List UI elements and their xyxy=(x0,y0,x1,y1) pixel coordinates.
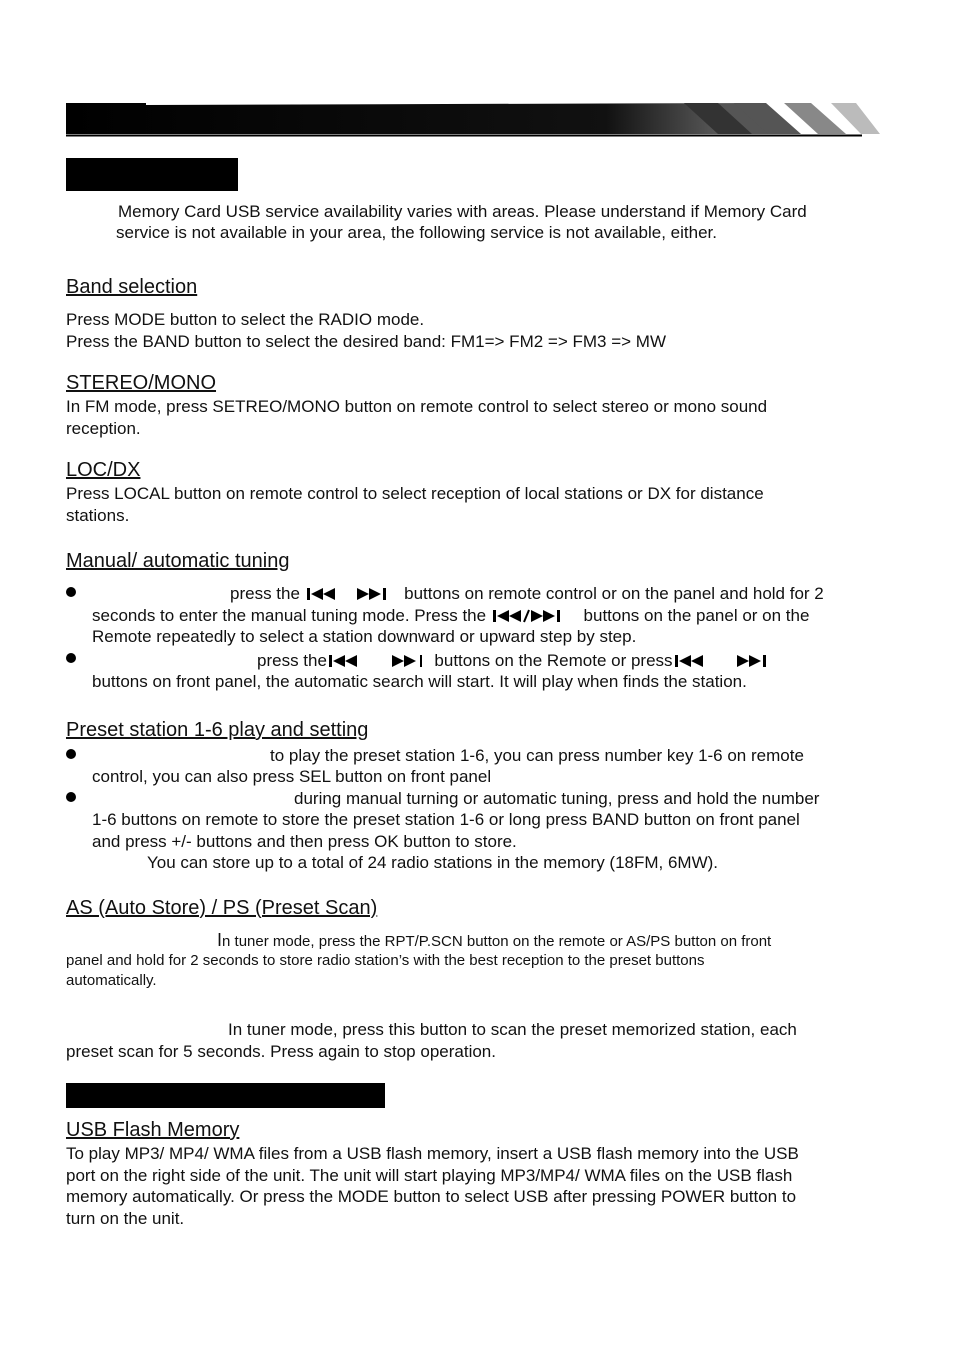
next-track-icon xyxy=(390,653,430,669)
prev-track-icon xyxy=(673,653,731,669)
prev-track-icon xyxy=(305,586,351,602)
usb-line-1: To play MP3/ MP4/ WMA files from a USB flash memory, insert a USB flash memory into the USB xyxy=(66,1144,799,1163)
asps-heading: AS (Auto Store) / PS (Preset Scan) xyxy=(66,897,378,919)
loc-heading: LOC/DX xyxy=(66,459,141,481)
next-track-icon xyxy=(735,653,775,669)
tuning-bullet-1-line-3: Remote repeatedly to select a station downward or upward step by step. xyxy=(92,627,637,646)
band-heading: Band selection xyxy=(66,276,198,298)
as-line-1 xyxy=(217,930,771,952)
preset-bullet-2-line-2: 1-6 buttons on remote to store the preset station 1-6 or long press BAND button on front panel xyxy=(92,810,800,829)
tuning-b1-line2-pre: seconds to enter the manual tuning mode. Press the xyxy=(92,606,487,625)
as-line-2: panel and hold for 2 seconds to store radio station’s with the best reception to the preset buttons xyxy=(66,952,705,969)
section-label-bar-usb xyxy=(66,1083,385,1108)
tuning-bullet-2-line-2: buttons on front panel, the automatic search will start. It will play when finds the station. xyxy=(92,672,747,691)
preset-bullet-2-line-1: during manual turning or automatic tuning, press and hold the number xyxy=(294,789,820,808)
tuning-b1-pre: press the xyxy=(230,584,300,603)
bullet-dot xyxy=(66,587,76,597)
usb-line-3: memory automatically. Or press the MODE button to select USB after pressing POWER button to xyxy=(66,1187,797,1206)
bullet-dot xyxy=(66,653,76,663)
loc-line-2: stations. xyxy=(66,506,130,525)
section-label-bar-radio xyxy=(66,158,238,191)
tuning-b1-line2-post: buttons on the panel or on the xyxy=(583,606,810,625)
stereo-line-1: In FM mode, press SETREO/MONO button on remote control to select stereo or mono sound xyxy=(66,397,768,416)
loc-line-1: Press LOCAL button on remote control to select reception of local stations or DX for distance xyxy=(66,484,764,503)
as-initial: I xyxy=(217,930,223,950)
as-line-3: automatically. xyxy=(66,972,157,989)
preset-bullet-1-line-2: control, you can also press SEL button on front panel xyxy=(92,767,492,786)
next-track-icon xyxy=(355,586,399,602)
preset-note: You can store up to a total of 24 radio stations in the memory (18FM, 6MW). xyxy=(147,853,719,872)
usb-heading: USB Flash Memory xyxy=(66,1119,240,1141)
preset-bullet-1-line-1: to play the preset station 1-6, you can press number key 1-6 on remote xyxy=(270,746,804,765)
header-banner xyxy=(66,103,886,137)
as-line-1-text: n tuner mode, press the RPT/P.SCN button on the remote or AS/PS button on front xyxy=(222,933,772,950)
tuning-heading: Manual/ automatic tuning xyxy=(66,550,290,572)
preset-heading: Preset station 1-6 play and setting xyxy=(66,719,369,741)
band-line-1: Press MODE button to select the RADIO mode. xyxy=(66,310,425,329)
tuning-bullet-1-line-2 xyxy=(92,605,809,627)
tuning-b2-mid: buttons on the Remote or press xyxy=(434,651,673,670)
usb-line-4: turn on the unit. xyxy=(66,1209,185,1228)
preset-bullet-2-line-3: and press +/- buttons and then press OK button to store. xyxy=(92,832,517,851)
ps-line-2: preset scan for 5 seconds. Press again to stop operation. xyxy=(66,1042,496,1061)
tuning-b1-post: buttons on remote control or on the panel and hold for 2 xyxy=(404,584,824,603)
bullet-dot xyxy=(66,749,76,759)
tuning-bullet-1-line-1 xyxy=(230,583,824,605)
intro-line-1: Memory Card USB service availability varies with areas. Please understand if Memory Card xyxy=(118,202,807,221)
intro-line-2: service is not available in your area, the following service is not available, either. xyxy=(116,223,717,242)
stereo-line-2: reception. xyxy=(66,419,141,438)
bullet-dot xyxy=(66,792,76,802)
band-line-2: Press the BAND button to select the desired band: FM1=> FM2 => FM3 => MW xyxy=(66,332,666,351)
prev-track-icon xyxy=(327,653,385,669)
prev-next-icon xyxy=(491,608,579,624)
tuning-b2-pre: press the xyxy=(257,651,327,670)
ps-line-1: In tuner mode, press this button to scan the preset memorized station, each xyxy=(228,1020,797,1039)
usb-line-2: port on the right side of the unit. The unit will start playing MP3/MP4/ WMA files on the USB flash xyxy=(66,1166,793,1185)
stereo-heading: STEREO/MONO xyxy=(66,372,217,394)
tuning-bullet-2-line-1 xyxy=(257,650,775,672)
